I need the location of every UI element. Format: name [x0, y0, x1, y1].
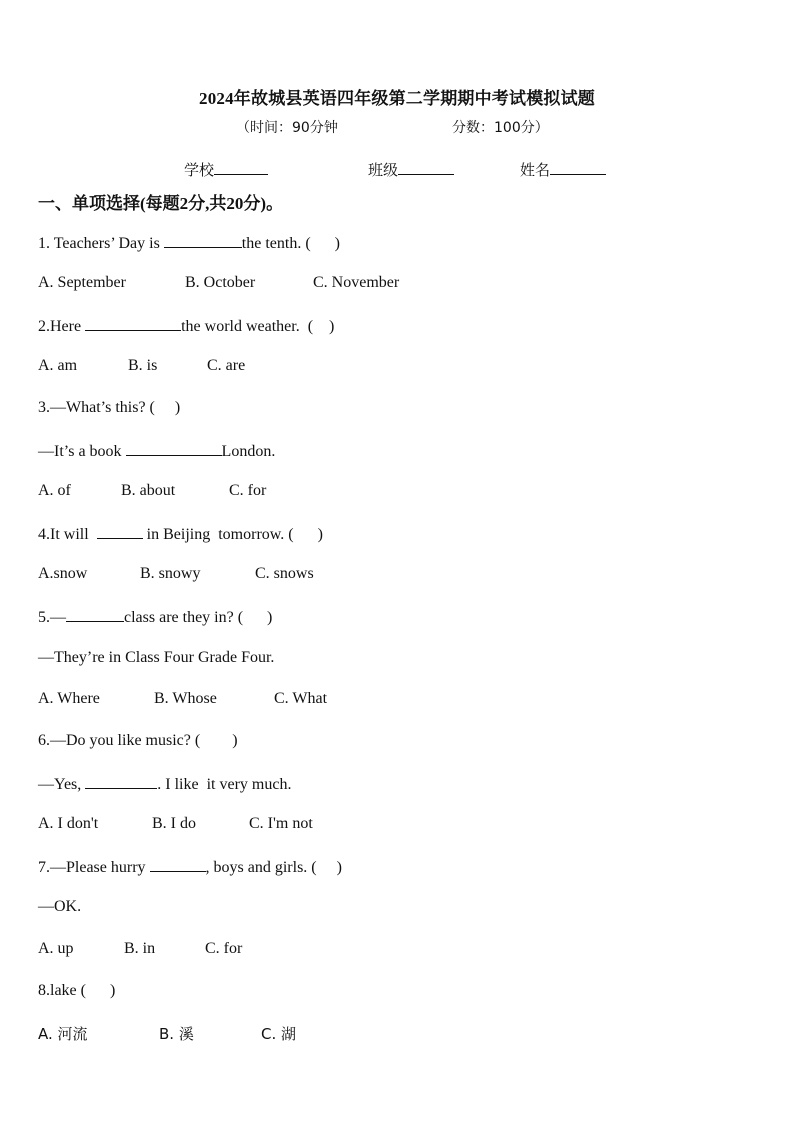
answer-blank [66, 607, 124, 622]
name-label: 姓名 [520, 163, 551, 179]
question-3-text: —It’s a book [38, 443, 126, 460]
option-b: B. is [128, 357, 158, 374]
question-4-text: 4.It will [38, 526, 97, 543]
question-5 [38, 607, 272, 627]
page-title: 2024年故城县英语四年级第二学期期中考试模拟试题 [199, 89, 595, 108]
question-4 [38, 524, 323, 544]
option-a: A. up [38, 940, 74, 957]
option-b: B. I do [152, 815, 196, 832]
option-b: B. snowy [140, 565, 201, 582]
question-8: 8.lake ( ) [38, 982, 116, 999]
option-b: B. Whose [154, 690, 217, 707]
question-2 [38, 316, 334, 336]
school-blank [214, 160, 268, 175]
option-b: B. 溪 [159, 1025, 194, 1043]
option-c: C. November [313, 274, 400, 291]
option-a: A. am [38, 357, 78, 374]
score-info: 分数：100分） [452, 120, 549, 136]
question-1-text-end: the tenth. ( ) [241, 235, 340, 252]
option-c: C. are [207, 357, 246, 374]
option-c: C. snows [255, 565, 314, 582]
question-6-text: —Yes, [38, 776, 86, 793]
school-label: 学校 [184, 163, 215, 179]
question-7-text: 7.—Please hurry [38, 859, 150, 876]
answer-blank [85, 316, 181, 331]
option-c: C. I'm not [249, 815, 313, 832]
answer-blank [164, 233, 242, 248]
question-1-text: 1. Teachers’ Day is [38, 235, 164, 252]
school-field [184, 159, 268, 180]
option-a: A. Where [38, 690, 100, 707]
name-blank [550, 160, 606, 175]
class-label: 班级 [368, 163, 399, 179]
option-a: A. of [38, 482, 71, 499]
class-blank [398, 160, 454, 175]
question-3-line-2 [38, 441, 275, 461]
question-7-text-end: , boys and girls. ( ) [205, 859, 342, 876]
question-6-text-end: . I like it very much. [157, 776, 292, 793]
section-title: 一、单项选择(每题2分,共20分)。 [38, 194, 284, 213]
question-5-line-2: —They’re in Class Four Grade Four. [38, 649, 275, 666]
question-6-line-2 [38, 774, 291, 794]
option-a: A. September [38, 274, 126, 291]
option-c: C. for [229, 482, 267, 499]
question-3-text-end: London. [221, 443, 276, 460]
question-7 [38, 857, 342, 877]
question-5-text-end: class are they in? ( ) [124, 609, 273, 626]
class-field [368, 159, 454, 180]
question-3: 3.—What’s this? ( ) [38, 399, 181, 416]
question-7-line-2: —OK. [38, 898, 82, 915]
question-2-text: 2.Here [38, 318, 86, 335]
name-field [520, 159, 606, 180]
option-a: A.snow [38, 565, 88, 582]
option-b: B. about [121, 482, 176, 499]
option-b: B. in [124, 940, 156, 957]
option-a: A. 河流 [38, 1025, 88, 1043]
question-6: 6.—Do you like music? ( ) [38, 732, 238, 749]
question-5-text: 5.— [38, 609, 66, 626]
time-info: （时间：90分钟 [236, 120, 338, 136]
question-1 [38, 233, 340, 253]
option-c: C. What [274, 690, 328, 707]
option-a: A. I don't [38, 815, 99, 832]
option-b: B. October [185, 274, 256, 291]
answer-blank [150, 857, 206, 872]
answer-blank [126, 441, 222, 456]
option-c: C. for [205, 940, 243, 957]
question-4-text-end: in Beijing tomorrow. ( ) [142, 526, 323, 543]
option-c: C. 湖 [261, 1025, 297, 1043]
question-2-text-end: the world weather. ( ) [181, 318, 335, 335]
answer-blank [97, 524, 143, 539]
answer-blank [85, 774, 157, 789]
